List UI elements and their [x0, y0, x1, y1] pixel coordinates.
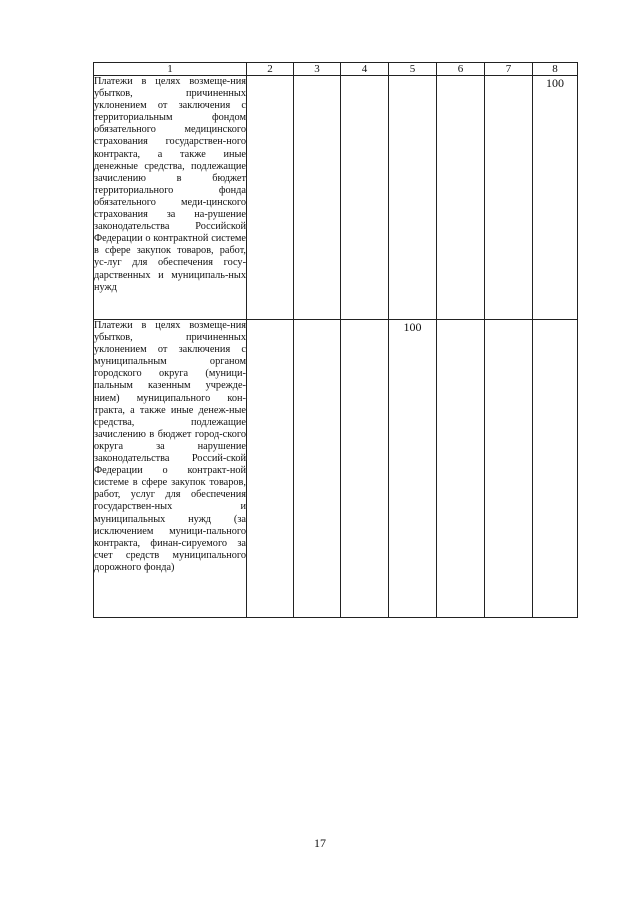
table-cell	[294, 76, 341, 320]
row-description: Платежи в целях возмеще-ния убытков, причиненных уклонением от заключения с территориальным фондом обязательного медицинского страхования государствен-ного контракта, а также иные денежные средства, подлежащие зачислению в бюджет территориального фонда обязательного меди-цинского страхования за на-рушение законодательства Российской Федерации о контрактной системе в сфере закупок товаров, работ, ус-луг для обеспечения госу-дарственных и муниципаль-ных нужд	[94, 76, 247, 320]
table-cell	[247, 76, 294, 320]
column-header-8: 8	[533, 63, 578, 76]
table-cell	[533, 320, 578, 618]
table-row	[94, 76, 578, 320]
table-cell	[341, 76, 389, 320]
column-header-3: 3	[294, 63, 341, 76]
table-cell: 100	[533, 76, 578, 320]
column-header-4: 4	[341, 63, 389, 76]
column-header-5: 5	[389, 63, 437, 76]
table-row	[94, 320, 578, 618]
page-number: 17	[314, 836, 326, 850]
table-cell	[389, 76, 437, 320]
table-cell	[247, 320, 294, 618]
table-header-row	[94, 63, 578, 76]
table-cell	[437, 76, 485, 320]
table-cell	[485, 76, 533, 320]
budget-table	[93, 62, 578, 618]
column-header-7: 7	[485, 63, 533, 76]
row-description: Платежи в целях возмеще-ния убытков, причиненных уклонением от заключения с муниципальным органом городского округа (муници-пальным казенным учрежде-нием) муниципального кон-тракта, а также иные денеж-ные средства, подлежащие зачислению в бюджет город-ского округа за нарушение законодательства Россий-ской Федерации о контракт-ной системе в сфере закупок товаров, работ, услуг для обеспечения государствен-ных и муниципальных нужд (за исключением муници-пального контракта, финан-сируемого за счет средств муниципального дорожного фонда)	[94, 320, 247, 618]
table-cell	[437, 320, 485, 618]
table-cell	[485, 320, 533, 618]
column-header-6: 6	[437, 63, 485, 76]
column-header-2: 2	[247, 63, 294, 76]
table-cell	[341, 320, 389, 618]
table-cell	[294, 320, 341, 618]
column-header-1: 1	[94, 63, 247, 76]
table-cell: 100	[389, 320, 437, 618]
